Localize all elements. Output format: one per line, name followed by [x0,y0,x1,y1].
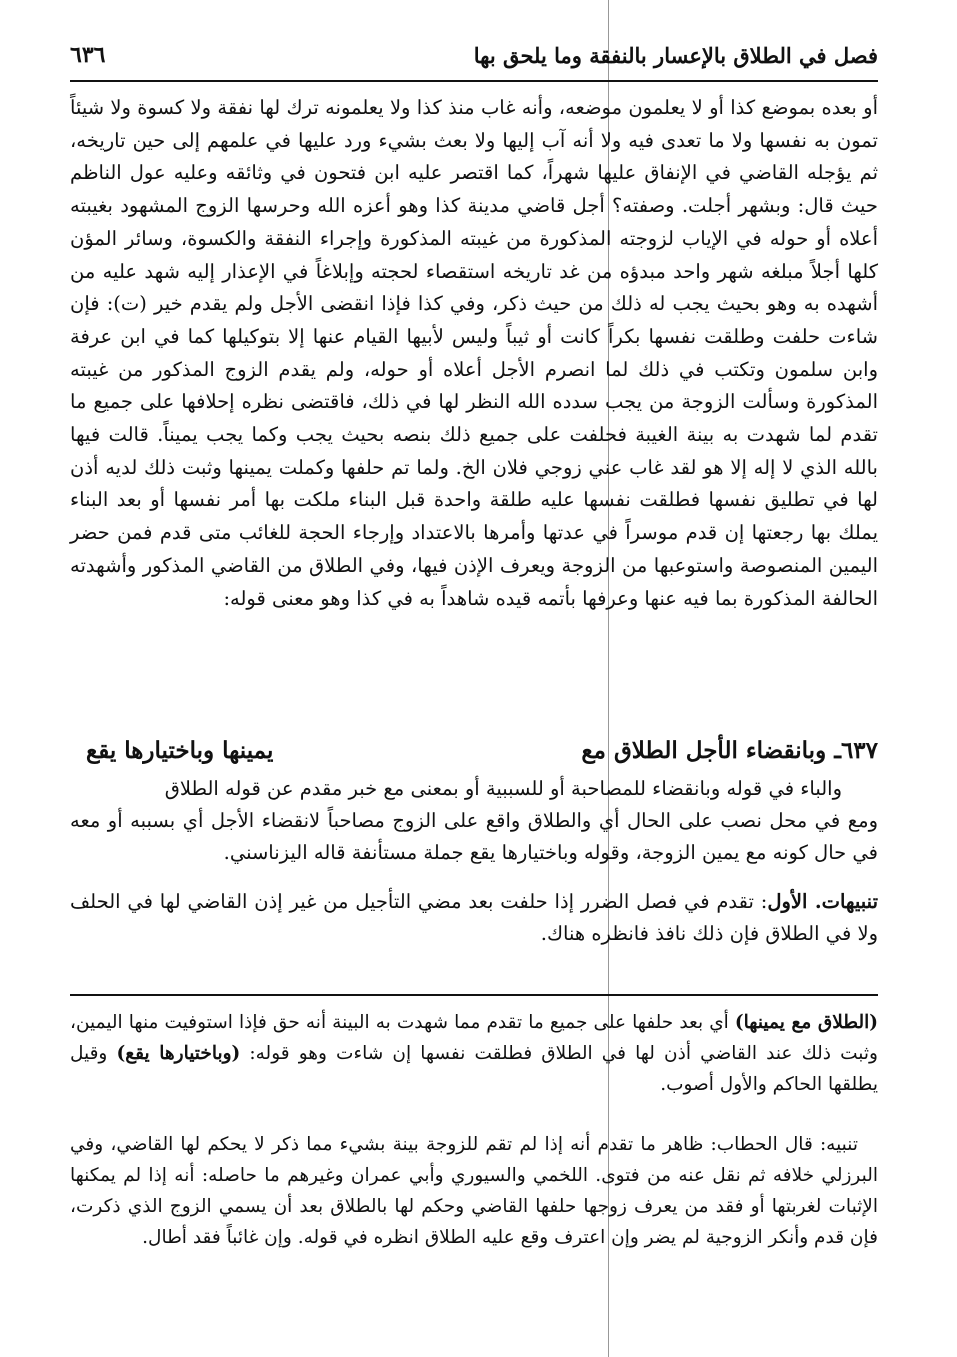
footnote-1-text-a: أي بعد حلفها على جميع ما تقدم مما شهدت به البينة أنه حق فإذا استوفيت منها اليمين، وثبت ذلك عند القاضي أذن لها في الطلاق فطلقت نفسها إن شاءت وهو قوله: [70,1012,878,1064]
footnote-1-text-b: وقيل يطلقها الحاكم والأول أصوب. [70,1043,878,1095]
verse-commentary [70,773,878,869]
verse-number: ٦٣٧ـ [834,737,878,764]
notes-label: تنبيهات. الأول [767,890,878,913]
verse-first-hemistich: وبانقضاء الأجل الطلاق مع [581,737,827,764]
notes-paragraph [70,886,878,950]
notes-text: : تقدم في فصل الضرر إذا حلفت بعد مضي التأجيل من غير إذن القاضي لها في الحلف ولا في الطلاق فإن ذلك نافذ فانظره هناك. [70,890,878,945]
footnote-1 [70,1007,878,1100]
footnote-divider [70,994,878,996]
commentary-line-2: ومع في محل نصب على الحال أي والطلاق واقع على الزوج مصاحباً لانقضاء الأجل أي بسببه أو معه في حال كونه مع يمين الزوجة، وقوله وباختيارها يقع جملة مستأنفة قاله اليزناسني. [70,809,878,864]
main-paragraph: أو بعده بموضع كذا أو لا يعلمون موضعه، وأنه غاب منذ كذا ولا يعلمونه ترك لها نفقة ولا كسوة ولا شيئاً تمون به نفسها ولا ما تعدى فيه ولا أنه آب إليها ولا بعث بشيء ورد عليها في علمهم إلى حين تاريخه، ثم يؤجله القاضي في الإنفاق عليها شهراً، كما اقتصر عليه ابن فتحون في وثائقه وعليه عول الناظم حيث قال: وبشهر أجلت. وصفته؟ أجل قاضي مدينة كذا وهو أعزه الله وحرسها الزوج المشهود بغيبته أعلاه أو حوله في الإياب لزوجته المذكورة من غيبته المذكورة وإجراء النفقة والكسوة، وسائر المؤن كلها أجلاً مبلغه شهر واحد مبدؤه من غد تاريخه استقصاء لحجته وإبلاغاً في الإعذار إليه شهد عليه من أشهده به وهو بحيث يجب له ذلك من حيث ذكر، وفي كذا فإذا انقضى الأجل ولم يقدم خير (ت): فإن شاءت حلفت وطلقت نفسها بكراً كانت أو ثيباً وليس لأبيها القيام عنها إلا بتوكيلها كما في ابن عرفة وابن سلمون وتكتب في ذلك لما انصرم الأجل أعلاه أو حوله، ولم يقدم الزوج المذكور من غيبته المذكورة وسألت الزوجة من يجب سدده الله النظر لها في ذلك، فاقتضى نظره إحلافها على جميع ما تقدم لما شهدت به بينة الغيبة فحلفت على جميع ذلك بنصه بحيث يجب وكما يجب يميناً. قالت فيها بالله الذي لا إله إلا هو لقد غاب عني زوجي فلان الخ. ولما تم حلفها وكملت يمينها وثبت ذلك لديه أذن لها في تطليق نفسها فطلقت نفسها عليه طلقة واحدة قبل البناء ملكت بها أمر نفسها أو بعد البناء يملك بها رجعتها إن قدم موسراً في عدتها وأمرها بالاعتداد وإرجاء الحجة للغائب متى قدم فمن حضر اليمين المنصوصة واستوعبها من الزوجة ويعرف الإذن فيها، وفي الطلاق من القاضي المذكور وأشهدته الحالفة المذكورة بما فيه عنها وعرفها بأتمه قيده شاهداً به في كذا وهو معنى قوله: [70,96,878,610]
footnote-1-bold-start: (الطلاق مع يمينها) [734,1012,878,1033]
commentary-line-1: والباء في قوله وبانقضاء للمصاحبة أو للسببية أو بمعنى مع خبر مقدم عن قوله الطلاق [164,777,842,800]
main-text [70,92,878,615]
page-header [70,32,878,78]
footnote-1-bold-mid: (وباختيارها يقع) [116,1043,241,1064]
poem-verse [86,733,878,769]
page-number: ٦٣٦ [70,42,106,68]
verse-first-half [581,733,878,769]
verse-second-hemistich: يمينها وباختيارها يقع [86,737,274,764]
header-divider [70,80,878,82]
footnote-2-paragraph: تنبيه: قال الحطاب: ظاهر ما تقدم أنه إذا لم تقم للزوجة بينة بشيء مما ذكر لا يحكم لها القاضي، وفي البرزلي خلافه ثم نقل عنه من فتوى. اللخمي والسيوري وأبي عمران وغيرهم ما حاصله: أنه إذا لم يمكنها الإثبات لغربتها أو فقد من يعرف زوجها حلفها القاضي وحكم لها بالطلاق بعد أن يسمي الزوج الذي ذكرت، فإن قدم وأنكر الزوجية لم يضر وإن اعترف وقع عليه الطلاق انظره في قوله. وإن غائباً فقد أطال. [70,1134,878,1248]
notes-section [70,886,878,950]
chapter-title: فصل في الطلاق بالإعسار بالنفقة وما يلحق بها [473,42,878,68]
footnote-1-paragraph [70,1007,878,1100]
footnote-2 [70,1129,878,1253]
